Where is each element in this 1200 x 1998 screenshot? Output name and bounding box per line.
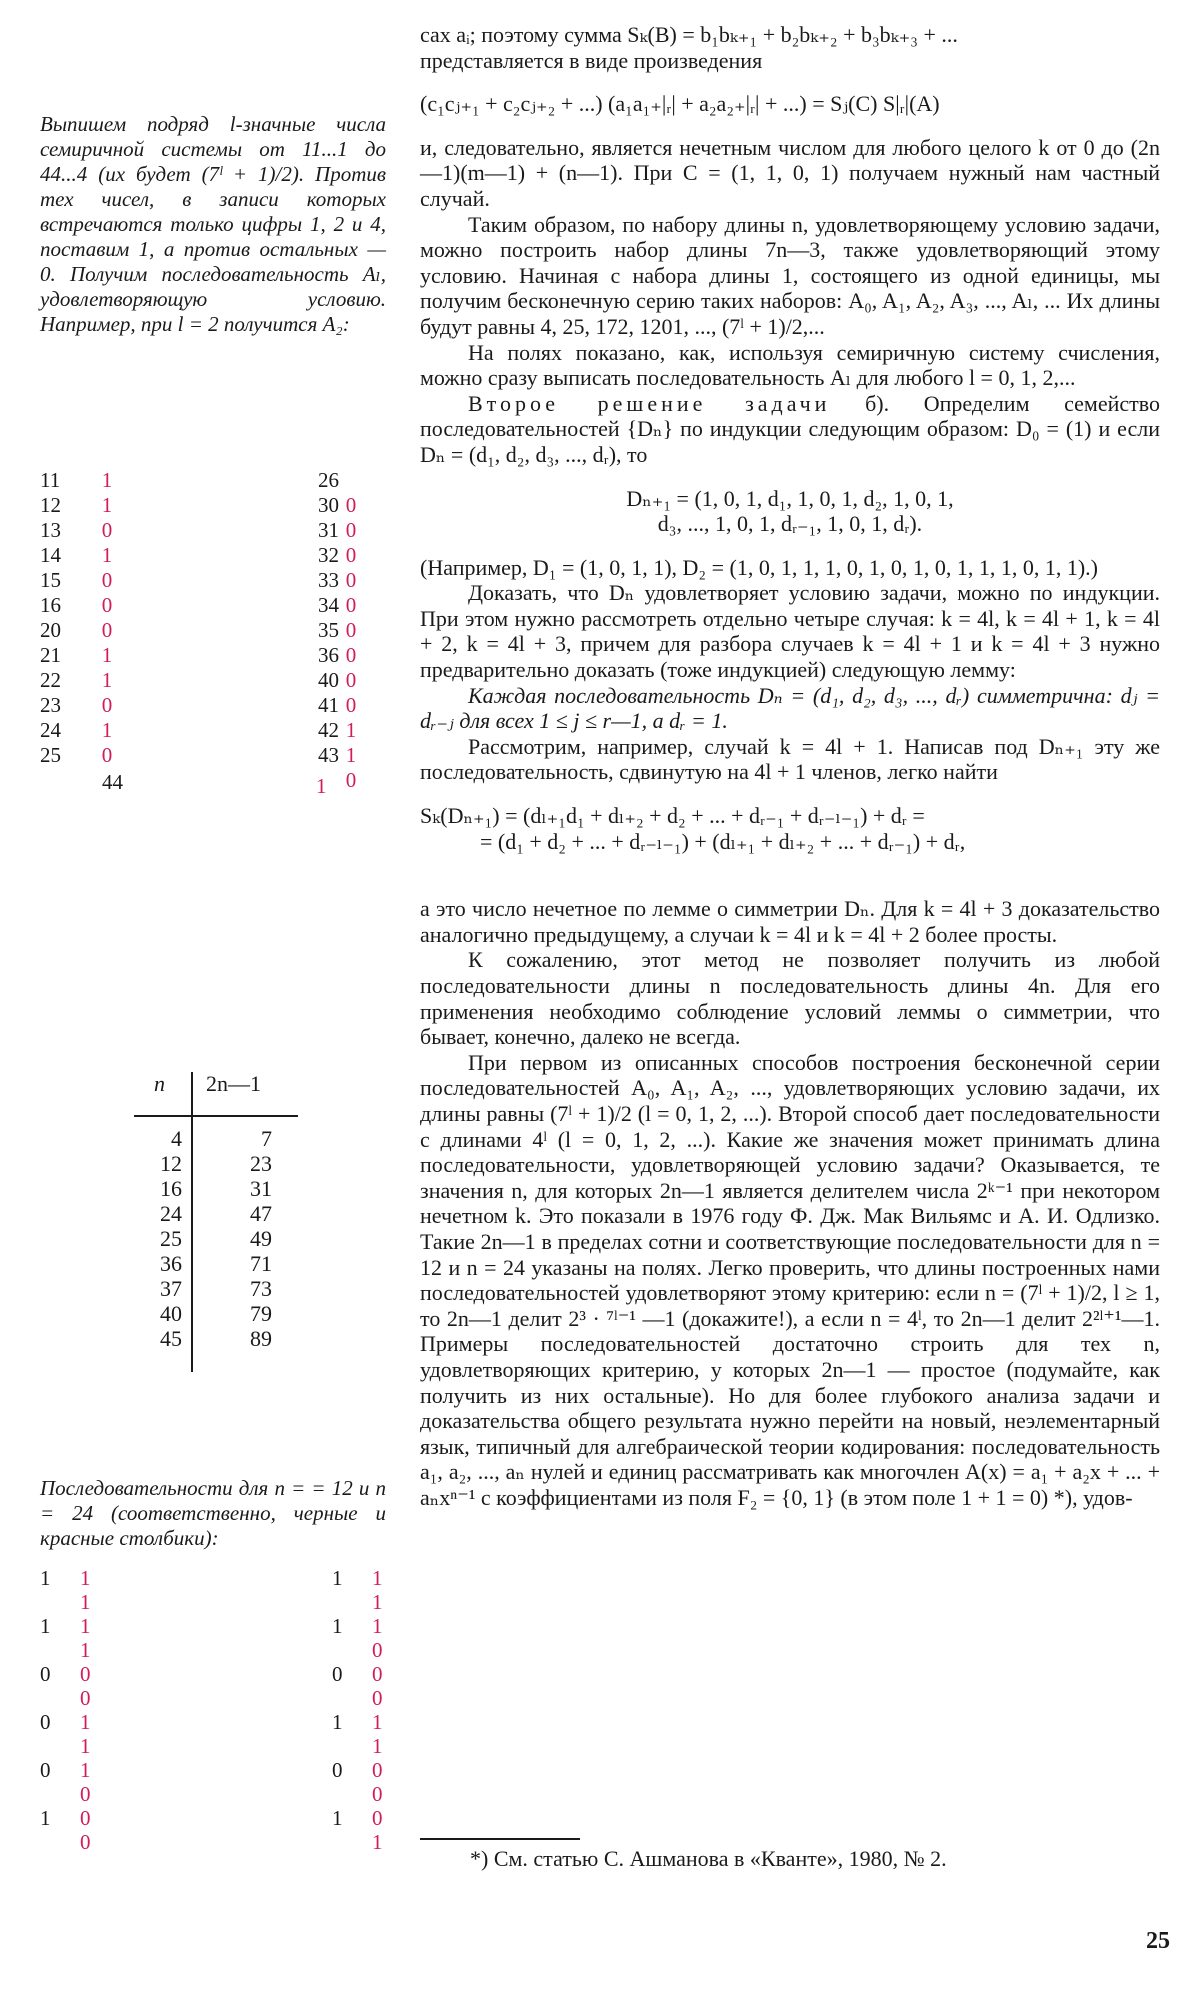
- table-row: 24 1: [40, 718, 113, 742]
- table-row: 260: [318, 468, 357, 517]
- table-row: 13 0: [40, 518, 113, 542]
- seq-bit-black: 0: [332, 1758, 343, 1782]
- table-horizontal-rule: [134, 1115, 298, 1117]
- footnote: *) См. статью С. Ашманова в «Кванте», 1980, № 2.: [470, 1846, 947, 1871]
- spacer: [420, 73, 1160, 91]
- spacer: [420, 468, 1160, 486]
- table-row: 21 1: [40, 643, 113, 667]
- seq-bit-black: 1: [40, 1806, 51, 1830]
- table-row: 320: [318, 543, 357, 592]
- table-row: 300: [318, 493, 357, 542]
- formula: d₃, ..., 1, 0, 1, dᵣ₋₁, 1, 0, 1, dᵣ).: [657, 511, 923, 537]
- seq-bit-red: 0: [80, 1806, 91, 1830]
- table-row: 16 0: [40, 593, 113, 617]
- column-header-2n-1: 2n—1: [206, 1071, 261, 1096]
- table-row: 12 1: [40, 493, 113, 517]
- paragraph: При первом из описанных способов построения бесконечной серии последовательностей A₀, A₁, A₂, ..., удовлетворяющих условию задачи, их длины равны (7ˡ + 1)/2 (l = 0, 1, 2, ...). Второй способ дает последовательности с длинами 4ˡ (l = 0, 1, 2, ...). Какие же значения может принимать длина последовательности, удовлетворяющей условию задачи? Оказывается, те значения n, для которых 2n—1 является делителем числа 2ᵏ⁻¹ при некотором нечетном k. Это показали в 1976 году Ф. Дж. Мак Вильямс и А. И. Одлизко. Такие 2n—1 в пределах сотни и соответствующие последовательности для n = 12 и n = 24 указаны на полях. Легко проверить, что длины построенных нами последовательностей удовлетворяют этому критерию: если n = (7ˡ + 1)/2, l ≥ 1, то 2n—1 делит 2³ · ⁷ˡ⁻¹ —1 (докажите!), а если n = 4ˡ, то 2n—1 делит 2²ˡ⁺¹—1. Примеры последовательностей достаточно строить для тех n, удовлетворяющих критерию, у которых 2n—1 — простое (подумайте, как получить из них остальные). Но для более глубокого анализа задачи и доказательства общего результата нужно перейти на новый, неэлементарный язык, типичный для алгебраической теории кодирования: последовательность a₁, a₂, ..., aₙ нулей и единиц рассматривать как многочлен A(x) = a₁ + a₂x + ... + aₙxⁿ⁻¹ с коэффициентами из поля F₂ = {0, 1} (в этом поле 1 + 1 = 0) *), удов-: [420, 1049, 1160, 1510]
- seq-bit-red: 1: [372, 1590, 383, 1614]
- seq-bit-red: 1: [372, 1830, 383, 1854]
- seq-bit-red: 1: [80, 1710, 91, 1734]
- table-cell-extra-bit: 1: [316, 774, 327, 798]
- table-row: 14 1: [40, 543, 113, 567]
- column-header-n: n: [154, 1071, 165, 1096]
- table-row: 421: [318, 718, 357, 767]
- seq-bit-black: 1: [332, 1614, 343, 1638]
- seq-bit-red: 1: [372, 1710, 383, 1734]
- spacer: [420, 854, 1160, 896]
- table-cell-extra-number: 44: [102, 770, 123, 794]
- table-row: 15 0: [40, 568, 113, 592]
- paragraph: Таким образом, по набору длины n, удовлетворяющему условию задачи, можно построить набор длины 7n—3, также удовлетворяющий этому условию. Начиная с набора длины 1, состоящего из одной единицы, мы получим бесконечную серию таких наборов: A₀, A₁, A₂, A₃, ..., Aₗ, ... Их длины будут равны 4, 25, 172, 1201, ..., (7ˡ + 1)/2,...: [420, 211, 1160, 339]
- seq-bit-red: 0: [80, 1782, 91, 1806]
- table-row: 16 31: [160, 1176, 272, 1201]
- table-row: 24 47: [160, 1201, 272, 1226]
- table-row: 12 23: [160, 1151, 272, 1176]
- table-row: 340: [318, 593, 357, 642]
- paragraph: и, следовательно, является нечетным числом для любого целого k от 0 до (2n—1)(m—1) + (n—1). При C = (1, 1, 0, 1) получаем нужный нам частный случай.: [420, 134, 1160, 211]
- table-row: 40 79: [160, 1301, 272, 1326]
- lemma: Каждая последовательность Dₙ = (d₁, d₂, d₃, ..., dᵣ) симметрична: dⱼ = dᵣ₋ⱼ для всех 1 ≤ j ≤ r—1, а dᵣ = 1.: [420, 682, 1160, 734]
- paragraph: сах aᵢ; поэтому сумма Sₖ(B) = b₁bₖ₊₁ + b₂bₖ₊₂ + b₃bₖ₊₃ + ...: [420, 22, 958, 47]
- table-row: 11 1: [40, 468, 113, 492]
- seq-bit-red: 1: [80, 1614, 91, 1638]
- paragraph: К сожалению, этот метод не позволяет получить из любой последовательности длины n последовательность длины 4n. Для его применения необходимо соблюдение условий леммы о симметрии, что бывает, конечно, далеко не всегда.: [420, 947, 1160, 1050]
- paragraph: Рассмотрим, например, случай k = 4l + 1. Написав под Dₙ₊₁ эту же последовательность, сдвинутую на 4l + 1 членов, легко найти: [420, 733, 1160, 785]
- table-row: 310: [318, 518, 357, 567]
- table-row: 411: [318, 693, 357, 742]
- spacer: [420, 117, 1160, 135]
- seq-bit-black: 0: [40, 1662, 51, 1686]
- formula: = (d₁ + d₂ + ... + dᵣ₋ₗ₋₁) + (dₗ₊₁ + dₗ₊₂ + ... + dᵣ₋₁) + dᵣ,: [480, 828, 966, 854]
- seq-bit-red: 1: [80, 1566, 91, 1590]
- seq-bit-red: 0: [80, 1686, 91, 1710]
- seq-bit-black: 1: [332, 1710, 343, 1734]
- seq-bit-red: 1: [372, 1614, 383, 1638]
- table-row: 22 1: [40, 668, 113, 692]
- table-row: 45 89: [160, 1326, 272, 1351]
- paragraph-text: б). Определим семейство последовательностей {Dₙ} по индукции следующим образом: D₀ = (1) и если Dₙ = (d₁, d₂, d₃, ..., dᵣ), то: [420, 390, 1160, 467]
- seq-bit-black: 1: [332, 1566, 343, 1590]
- table-row: 400: [318, 668, 357, 717]
- paragraph-second-solution: [420, 391, 1160, 468]
- main-text-column: [420, 22, 1160, 1510]
- paragraph: представляется в виде произведения: [420, 47, 763, 73]
- spaced-heading: Второе решение задачи: [468, 390, 831, 416]
- table-row: 37 73: [160, 1276, 272, 1301]
- table-row: 36 71: [160, 1251, 272, 1276]
- seq-bit-red: 0: [372, 1638, 383, 1662]
- table-row: 20 0: [40, 618, 113, 642]
- sequence-columns: [40, 1566, 400, 1866]
- seq-bit-red: 1: [372, 1734, 383, 1758]
- table-row: 4 7: [171, 1126, 272, 1151]
- seq-bit-red: 0: [80, 1830, 91, 1854]
- margin-note-sequences: Последовательности для n = = 12 и n = 24 (соответственно, черные и красные столбики):: [40, 1476, 386, 1550]
- paragraph: На полях показано, как, используя семиричную систему счисления, можно сразу выписать последовательность Aₗ для любого l = 0, 1, 2,...: [420, 339, 1160, 391]
- seq-bit-red: 0: [372, 1686, 383, 1710]
- seq-bit-red: 0: [372, 1758, 383, 1782]
- formula: Sₖ(Dₙ₊₁) = (dₗ₊₁d₁ + dₗ₊₂ + d₂ + ... + dᵣ₋₁ + dᵣ₋ₗ₋₁) + dᵣ =: [420, 803, 925, 829]
- table-row: 360: [318, 643, 357, 692]
- seq-bit-black: 0: [40, 1758, 51, 1782]
- seq-bit-black: 0: [40, 1710, 51, 1734]
- seq-bit-black: 1: [332, 1806, 343, 1830]
- seq-bit-red: 1: [80, 1758, 91, 1782]
- formula: (c₁cⱼ₊₁ + c₂cⱼ₊₂ + ...) (a₁a₁₊|ᵣ| + a₂a₂₊|ᵣ| + ...) = Sⱼ(C) S|ᵣ|(A): [420, 91, 940, 117]
- seq-bit-red: 0: [372, 1806, 383, 1830]
- footnote-divider: [420, 1838, 580, 1840]
- table-row: 25 49: [160, 1226, 272, 1251]
- table-row: 330: [318, 568, 357, 617]
- table-row: 350: [318, 618, 357, 667]
- seq-bit-red: 1: [80, 1590, 91, 1614]
- formula: Dₙ₊₁ = (1, 0, 1, d₁, 1, 0, 1, d₂, 1, 0, 1,: [626, 485, 954, 511]
- spacer: [420, 785, 1160, 803]
- seq-bit-black: 1: [40, 1614, 51, 1638]
- seq-bit-black: 1: [40, 1566, 51, 1590]
- spacer: [420, 537, 1160, 555]
- seq-bit-black: 0: [332, 1662, 343, 1686]
- paragraph: Доказать, что Dₙ удовлетворяет условию задачи, можно по индукции. При этом нужно рассмотреть отдельно четыре случая: k = 4l, k = 4l + 1, k = 4l + 2, k = 4l + 3, причем для разбора случаев k = 4l + 1 и k = 4l + 3 нужно предварительно доказать (тоже индукцией) следующую лемму:: [420, 580, 1160, 683]
- seq-bit-red: 0: [80, 1662, 91, 1686]
- seq-bit-red: 1: [80, 1734, 91, 1758]
- seq-bit-red: 1: [80, 1638, 91, 1662]
- table-row: 23 0: [40, 693, 113, 717]
- margin-note-base7: Выпишем подряд l-значные числа семиричной системы от 11...1 до 44...4 (их будет (7ˡ + 1)/2). Против тех чисел, в записи которых встречаются только цифры 1, 2 и 4, поставим 1, а против остальных — 0. Получим последовательность Aₗ, удовлетворяющую условию. Например, при l = 2 получится A₂:: [40, 112, 386, 336]
- paragraph: (Например, D₁ = (1, 0, 1, 1), D₂ = (1, 0, 1, 1, 1, 0, 1, 0, 1, 0, 1, 1, 1, 0, 1, 1).): [420, 554, 1098, 580]
- seq-bit-red: 0: [372, 1782, 383, 1806]
- seq-bit-red: 1: [372, 1566, 383, 1590]
- page-number: 25: [1146, 1928, 1170, 1954]
- table-row: 25 0: [40, 743, 113, 767]
- paragraph: а это число нечетное по лемме о симметрии Dₙ. Для k = 4l + 3 доказательство аналогично предыдущему, а случаи k = 4l и k = 4l + 2 более просты.: [420, 896, 1160, 947]
- seq-bit-red: 0: [372, 1662, 383, 1686]
- table-row: 430: [318, 743, 357, 792]
